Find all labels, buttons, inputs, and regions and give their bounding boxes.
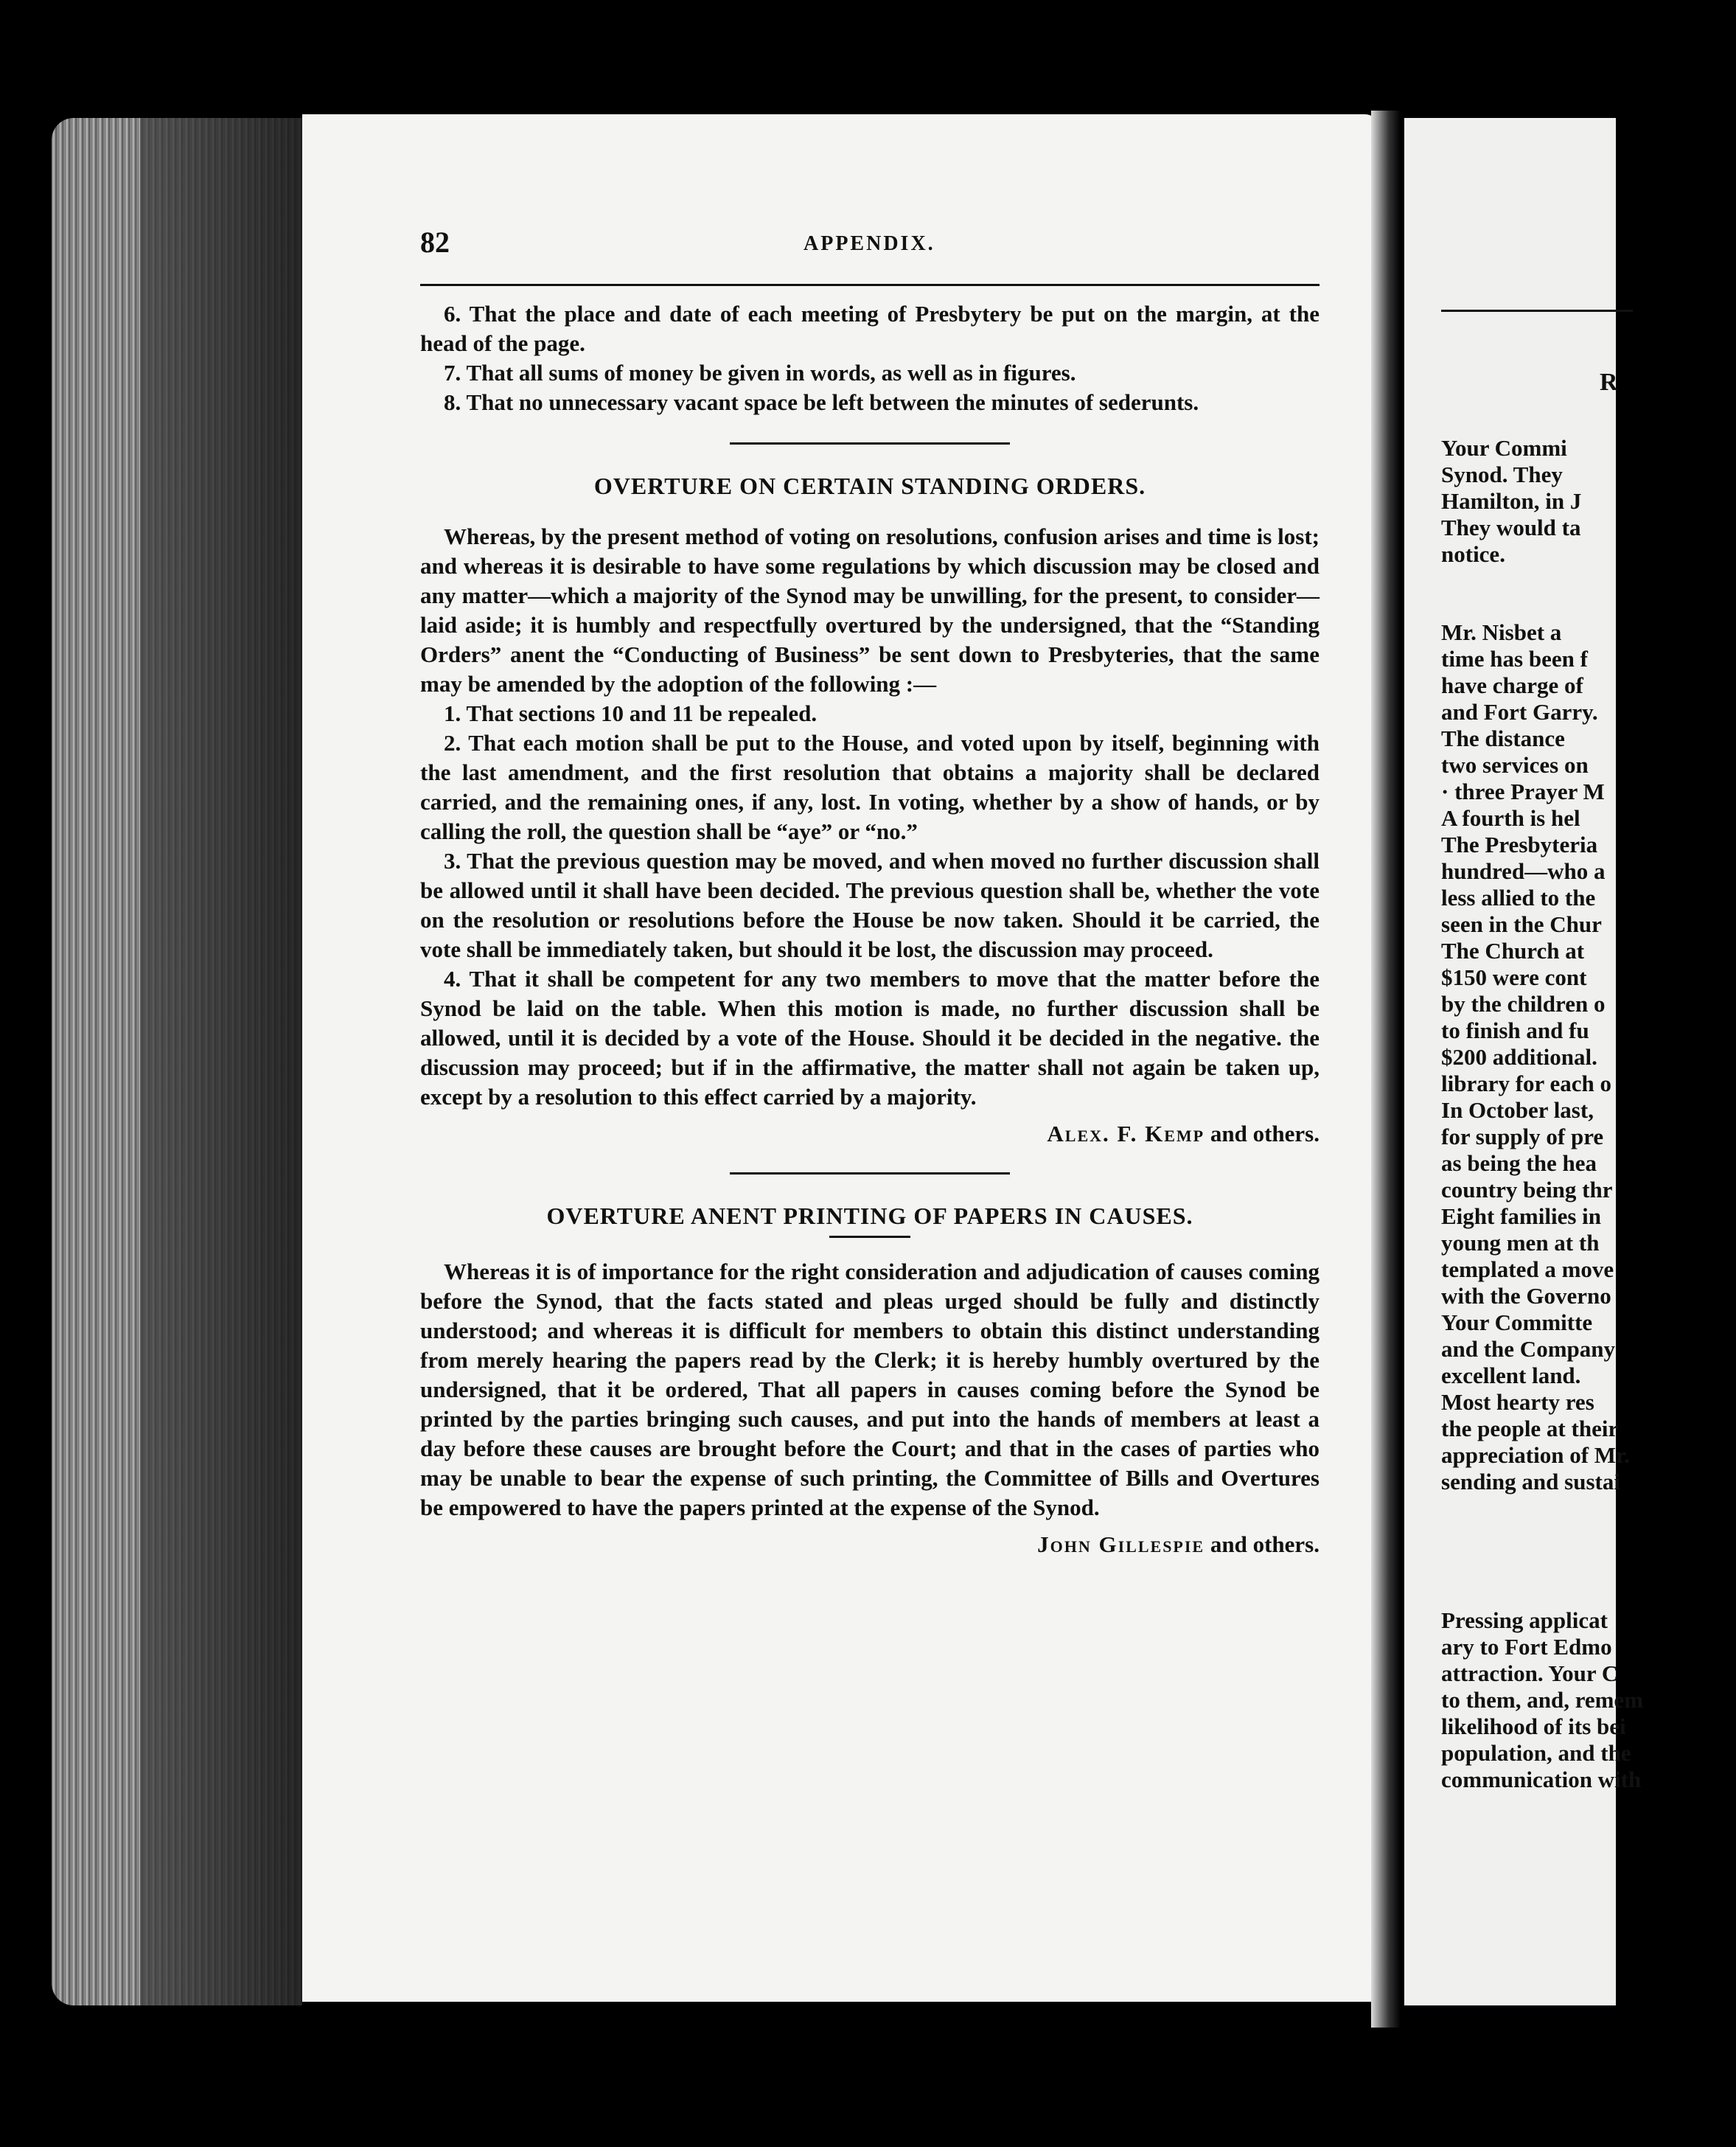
right-page-line: $200 additional. xyxy=(1441,1044,1597,1070)
signature xyxy=(420,1121,1320,1147)
list-item: 4. That it shall be competent for any two members to move that the matter before the Synod be laid on the table. When this motion is made, no further discussion shall be allowed, until it is decided by a vote of the House. Should it be decided in the negative. the discussion may proceed; but if in the affirmative, the matter shall not again be taken up, except by a resolution to this effect carried by a majority. xyxy=(420,966,1320,1110)
right-page-line: $150 were cont xyxy=(1441,964,1587,990)
right-page-line: have charge of xyxy=(1441,672,1583,698)
right-page-line: less allied to the xyxy=(1441,885,1596,911)
right-page-line: communication with xyxy=(1441,1767,1642,1792)
right-page-line: for supply of pre xyxy=(1441,1124,1604,1149)
right-page-line: They would ta xyxy=(1441,515,1581,540)
paragraph: Whereas, by the present method of voting on resolutions, confusion arises and time is lost; and whereas it is desirable to have some regulations by which discussion may be closed and any matter—which a majority of the Synod may be unwilling, for the present, to consider—laid aside; it is humbly and respectfully overtured by the undersigned, that the “Standing Orders” anent the “Conducting of Business” be sent down to Presbyteries, that the same may be amended by the adoption of the following :— xyxy=(420,523,1320,697)
right-page-line: two services on xyxy=(1441,752,1589,778)
signature-name: Alex. F. Kemp xyxy=(1047,1121,1205,1146)
paragraph: Whereas it is of importance for the right consideration and adjudication of causes coming before the Synod, that the facts stated and pleas urged should be fully and distinctly understood; and whereas it is difficult for members to obtain this distinct understanding from merely hearing the papers read by the Clerk; it is hereby humbly overtured by the undersigned, that it be ordered, That all papers in causes coming before the Synod be printed by the parties bringing such causes, and put into the hands of members at least a day before these causes are brought before the Court; and that in the cases of parties who may be unable to bear the expense of such printing, the Committee of Bills and Overtures be empowered to have the papers printed at the expense of the Synod. xyxy=(420,1259,1320,1520)
right-page-line: Hamilton, in J xyxy=(1441,488,1582,514)
right-page-content xyxy=(1441,118,1736,1792)
right-page-line: In October last, xyxy=(1441,1097,1594,1123)
right-page-line: The Church at xyxy=(1441,938,1585,964)
right-page-line: hundred—who a xyxy=(1441,858,1606,884)
left-page-content xyxy=(420,225,1320,1558)
right-page-line: Mr. Nisbet a xyxy=(1441,619,1562,645)
right-page-line: by the children o xyxy=(1441,991,1606,1017)
running-head-title: APPENDIX. xyxy=(803,232,935,255)
right-page-line: Pressing applicat xyxy=(1441,1607,1608,1633)
page-number: 82 xyxy=(420,226,450,259)
right-page-line: appreciation of Mr. xyxy=(1441,1442,1630,1468)
running-head xyxy=(420,225,1320,269)
right-page-line: ary to Fort Edmo xyxy=(1441,1634,1612,1660)
right-page-line: the people at their xyxy=(1441,1416,1619,1441)
right-paragraph-2 xyxy=(1441,619,1736,1495)
right-page-line: attraction. Your C xyxy=(1441,1660,1619,1686)
list-item: 3. That the previous question may be moved, and when moved no further discussion shall be allowed until it shall have been decided. The previous question shall be, whether the vote on the resolution or resolutions before the House be now taken. Should it be carried, the vote shall be immediately taken, but should it be lost, the discussion may proceed. xyxy=(420,848,1320,962)
right-page-line: excellent land. xyxy=(1441,1363,1581,1388)
list-item: 8. That no unnecessary vacant space be left between the minutes of sederunts. xyxy=(444,389,1199,415)
right-page-line: library for each o xyxy=(1441,1071,1612,1096)
right-page-line: with the Governo xyxy=(1441,1283,1611,1309)
right-page-line: The distance xyxy=(1441,725,1565,751)
right-page-line: and Fort Garry. xyxy=(1441,699,1598,725)
book-gutter xyxy=(1371,111,1401,2028)
signature xyxy=(420,1531,1320,1558)
header-rule xyxy=(420,284,1320,286)
right-page-line: Most hearty res xyxy=(1441,1389,1594,1415)
right-page-line: Eight families in xyxy=(1441,1203,1602,1229)
right-page-line: as being the hea xyxy=(1441,1150,1597,1176)
right-page-line: population, and the xyxy=(1441,1740,1631,1766)
right-page-line: to finish and fu xyxy=(1441,1017,1589,1043)
right-page-line: · three Prayer M xyxy=(1441,779,1605,804)
right-page-line: notice. xyxy=(1441,541,1505,567)
right-page-line: time has been f xyxy=(1441,646,1588,672)
right-page-line: A fourth is hel xyxy=(1441,805,1580,831)
right-page xyxy=(1404,118,1644,2005)
right-page-line: Your Commi xyxy=(1441,435,1567,461)
book-fore-edge xyxy=(52,118,302,2005)
right-page-line: Your Committe xyxy=(1441,1309,1593,1335)
right-page-line: sending and sustai xyxy=(1441,1469,1620,1494)
signature-name: John Gillespie xyxy=(1037,1531,1205,1557)
title-underline xyxy=(829,1236,910,1238)
right-page-line: and the Company xyxy=(1441,1336,1615,1362)
right-page-line: likelihood of its bei xyxy=(1441,1713,1626,1739)
signature-suffix: and others. xyxy=(1210,1531,1320,1557)
section-divider xyxy=(730,1172,1010,1175)
right-heading-letter: R xyxy=(1600,369,1618,396)
right-page-line: to them, and, remem xyxy=(1441,1687,1644,1713)
right-paragraph-1 xyxy=(1441,435,1736,568)
list-item: 6. That the place and date of each meeting of Presbytery be put on the margin, at the head of the page. xyxy=(420,301,1320,356)
right-page-line: seen in the Chur xyxy=(1441,911,1602,937)
section-title: OVERTURE ON CERTAIN STANDING ORDERS. xyxy=(593,473,1146,499)
section-title: OVERTURE ANENT PRINTING OF PAPERS IN CAUSES. xyxy=(546,1203,1193,1229)
list-item: 1. That sections 10 and 11 be repealed. xyxy=(444,700,818,726)
right-page-line: young men at th xyxy=(1441,1230,1600,1256)
right-paragraph-3 xyxy=(1441,1607,1736,1793)
right-page-line: country being thr xyxy=(1441,1177,1613,1203)
signature-suffix: and others. xyxy=(1210,1121,1320,1146)
list-item: 2. That each motion shall be put to the House, and voted upon by itself, beginning with the last amendment, and the first resolution that obtains a majority shall be declared carried, and the remaining ones, if any, lost. In voting, whether by a show of hands, or by calling the roll, the question shall be “aye” or “no.” xyxy=(420,730,1320,844)
left-page xyxy=(302,114,1378,2002)
section-divider xyxy=(730,442,1010,445)
right-page-line: Synod. They xyxy=(1441,462,1563,487)
right-page-line: The Presbyteria xyxy=(1441,832,1598,857)
list-item: 7. That all sums of money be given in words, as well as in figures. xyxy=(444,360,1076,386)
header-rule xyxy=(1441,310,1633,312)
right-page-line: templated a move xyxy=(1441,1256,1614,1282)
